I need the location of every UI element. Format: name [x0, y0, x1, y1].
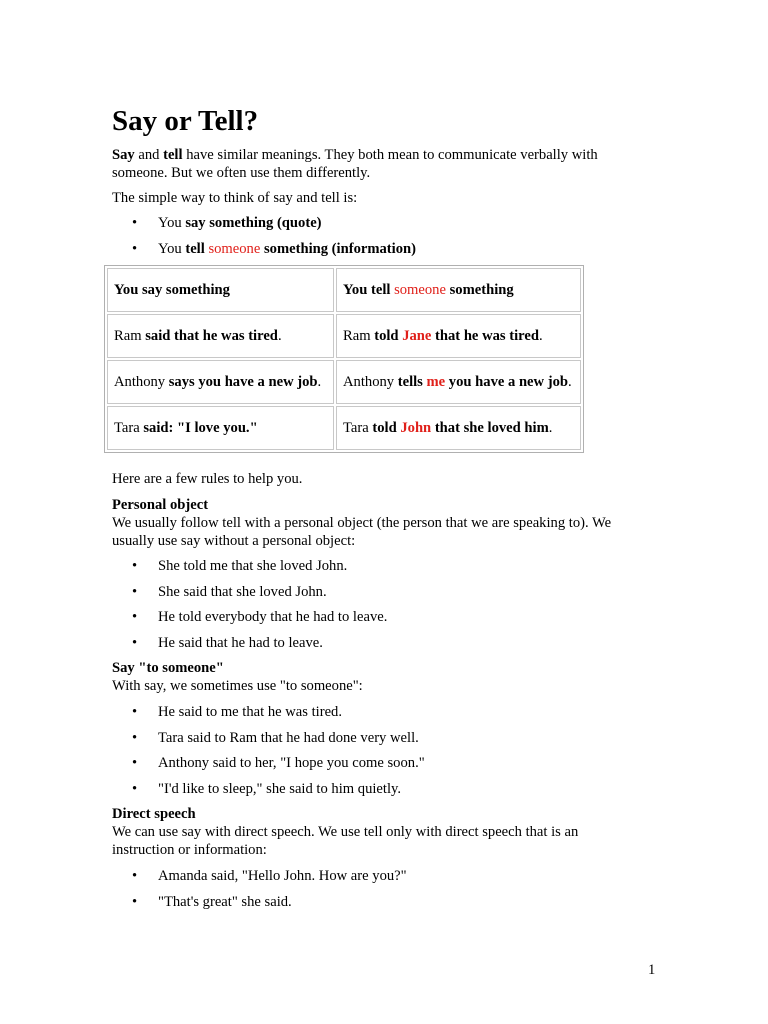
cell-bold: said that he was tired	[145, 328, 278, 344]
section-heading	[112, 659, 224, 677]
tell-word: tell	[163, 147, 183, 163]
intro-line-1	[112, 146, 598, 164]
cell-red: John	[400, 420, 432, 436]
cell-text: Tara	[343, 420, 373, 436]
list-item-bold: tell	[185, 240, 209, 257]
table-cell	[107, 314, 334, 358]
list-item: • Amanda said, "Hello John. How are you?"	[112, 867, 407, 893]
say-word: Say	[112, 147, 135, 163]
list-item: • Tara said to Ram that he had done very well.	[112, 729, 425, 755]
list-item: • Anthony said to her, "I hope you come soon."	[112, 754, 425, 780]
table-cell	[336, 314, 581, 358]
table-row	[107, 406, 581, 450]
header-text: You tell	[343, 282, 395, 298]
section-text-line: usually use say without a personal object:	[112, 533, 356, 549]
cell-text: .	[277, 328, 282, 344]
cell-text: Anthony	[114, 374, 169, 390]
section-text-line: We can use say with direct speech. We use tell only with direct speech that is an	[112, 824, 579, 840]
list-item: • "I'd like to sleep," she said to him quietly.	[112, 780, 425, 806]
list-item: • He said to me that he was tired.	[112, 703, 425, 729]
list-item-bold: something (information)	[260, 240, 416, 257]
section-heading	[112, 496, 208, 514]
list-item: • She told me that she loved John.	[112, 557, 387, 583]
table-cell	[107, 360, 334, 404]
list-item: • He said that he had to leave.	[112, 634, 387, 660]
section-heading-text: Personal object	[112, 497, 209, 513]
list-item-text: You	[158, 240, 186, 257]
header-text: You say something	[114, 282, 230, 298]
list-item: • "That's great" she said.	[112, 893, 407, 919]
list-item-text: You	[158, 215, 186, 231]
table-cell	[336, 360, 581, 404]
table-header-row	[107, 268, 581, 312]
cell-text: .	[568, 374, 572, 390]
list-item: • He told everybody that he had to leave.	[112, 608, 387, 634]
cell-text: .	[548, 420, 553, 436]
page-title: Say or Tell?	[112, 105, 259, 137]
cell-red: me	[426, 374, 446, 390]
section-text-line: instruction or information:	[112, 842, 267, 858]
list-item	[112, 240, 416, 266]
table-header-cell	[107, 268, 334, 312]
cell-bold: said: "I love you."	[143, 420, 258, 436]
intro-rest: have similar meanings. They both mean to communicate verbally with	[182, 147, 598, 163]
personal-object-list	[112, 557, 387, 659]
cell-bold: that he was tired	[431, 328, 539, 344]
table-cell	[336, 406, 581, 450]
cell-text: Tara	[114, 420, 144, 436]
cell-red: Jane	[402, 328, 432, 344]
cell-bold: that she loved him	[431, 420, 549, 436]
to-someone-list	[112, 703, 425, 805]
rules-intro: Here are a few rules to help you.	[112, 471, 303, 487]
cell-bold: told	[372, 420, 401, 436]
cell-bold: told	[374, 328, 403, 344]
cell-text: Anthony	[343, 374, 398, 390]
section-heading-text: Direct speech	[112, 806, 196, 822]
intro-line-2: someone. But we often use them differently.	[112, 165, 371, 181]
simple-way-text: The simple way to think of say and tell is:	[112, 190, 358, 206]
cell-bold: you have a new job	[445, 374, 568, 390]
cell-text: .	[538, 328, 543, 344]
cell-bold: tells	[397, 374, 427, 390]
table-cell	[107, 406, 334, 450]
section-heading-text: Say "to someone"	[112, 660, 224, 676]
page-number: 1	[648, 962, 656, 978]
direct-speech-list	[112, 867, 407, 918]
header-red: someone	[394, 282, 446, 298]
cell-text: Ram	[114, 328, 146, 344]
section-heading	[112, 805, 196, 823]
header-text: something	[445, 282, 514, 298]
cell-text: Ram	[343, 328, 375, 344]
cell-text: .	[317, 374, 322, 390]
list-item-bold: say something (quote)	[185, 215, 322, 231]
table-row	[107, 314, 581, 358]
section-text-line: We usually follow tell with a personal object (the person that we are speaking to). We	[112, 515, 612, 531]
table-header-cell	[336, 268, 581, 312]
list-item-red: someone	[208, 240, 261, 257]
cell-bold: says you have a new job	[168, 374, 318, 390]
table-row	[107, 360, 581, 404]
say-tell-table	[104, 265, 584, 453]
simple-list	[112, 214, 416, 265]
list-item: • She said that she loved John.	[112, 583, 387, 609]
list-item	[112, 214, 416, 240]
section-text-line: With say, we sometimes use "to someone":	[112, 678, 363, 694]
and-word: and	[134, 147, 164, 163]
